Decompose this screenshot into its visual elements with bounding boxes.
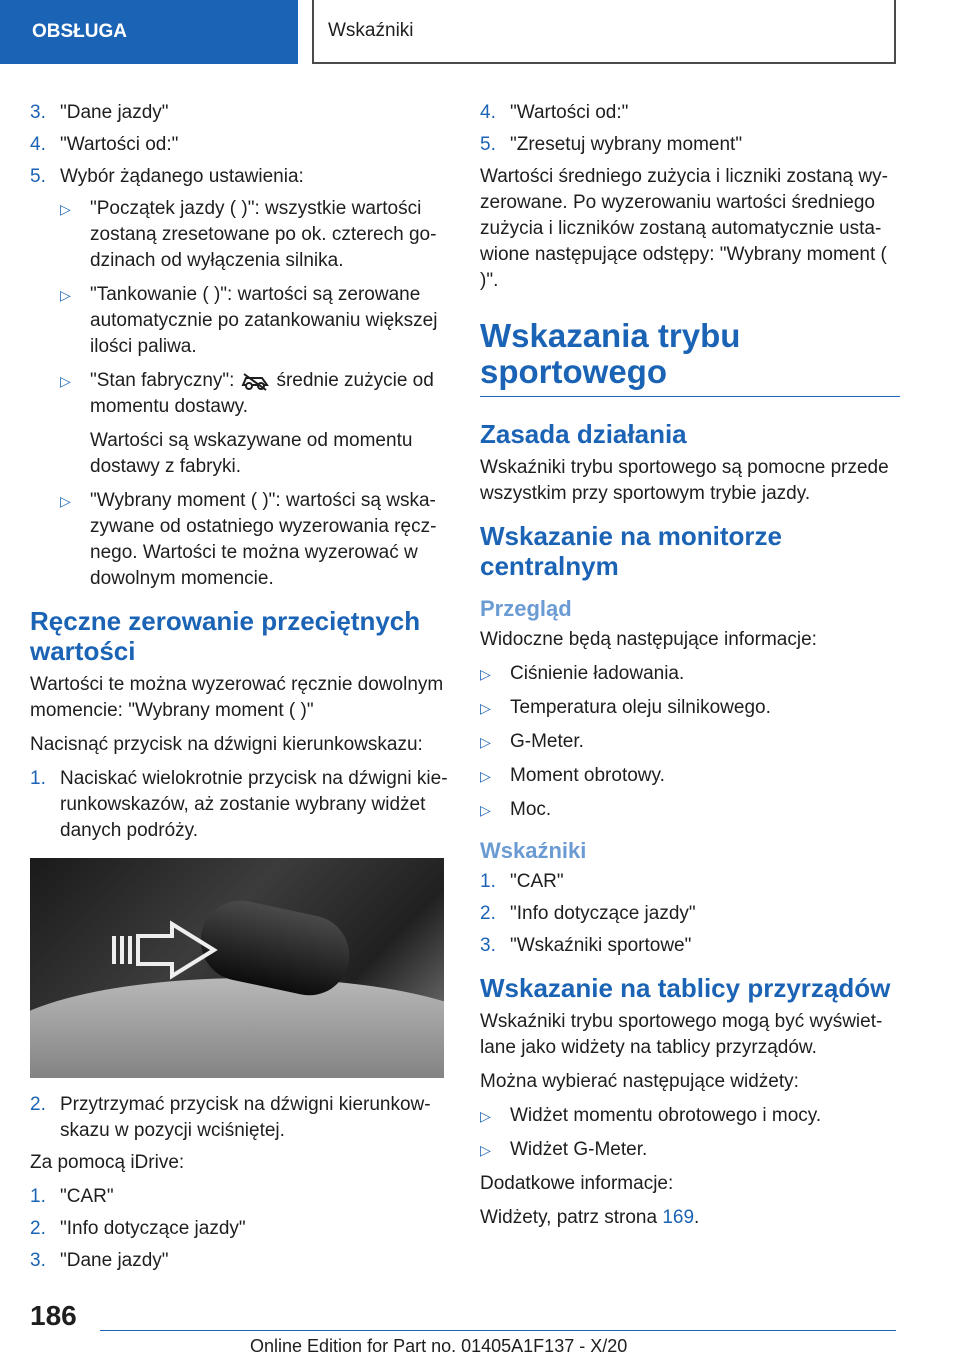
triangle-bullet-icon: ▷ (480, 734, 491, 750)
paragraph: Za pomocą iDrive: (30, 1152, 185, 1173)
page-link[interactable]: 169 (662, 1207, 695, 1228)
list-text: "Info dotyczące jazdy" (60, 1218, 246, 1239)
list-number: 2. (30, 1218, 46, 1239)
list-number: 1. (480, 871, 496, 892)
list-item (30, 1216, 450, 1242)
paragraph: Wartości średniego zużycia i liczniki zostaną wy- zerowane. Po wyzerowaniu wartości średniego zużycia i liczników zostaną automatycznie usta- wione następujące odstępy: "Wybrany moment ( )". (480, 166, 888, 291)
triangle-bullet-icon: ▷ (480, 802, 491, 818)
list-item (30, 132, 450, 158)
paragraph: Wskaźniki trybu sportowego mogą być wyświet- lane jako widżety na tablicy przyrządów. (480, 1011, 883, 1058)
list-item (480, 797, 900, 823)
subsection-heading: Wskaźniki (480, 838, 587, 863)
list-number: 1. (30, 768, 46, 789)
triangle-bullet-icon: ▷ (480, 1142, 491, 1158)
see-page-prefix: Widżety, patrz strona (480, 1207, 658, 1228)
car-icon (240, 371, 270, 391)
page-title: Wskaźniki (328, 20, 414, 41)
triangle-bullet-icon: ▷ (480, 768, 491, 784)
list-text: "CAR" (510, 871, 564, 892)
list-text: "Wskaźniki sportowe" (510, 935, 692, 956)
list-text: "Zresetuj wybrany moment" (510, 134, 743, 155)
list-item (480, 729, 900, 755)
paragraph: Wskaźniki trybu sportowego są pomocne przede wszystkim przy sportowym trybie jazdy. (480, 457, 889, 504)
list-item (30, 1092, 450, 1144)
list-text: "Dane jazdy" (60, 102, 169, 123)
list-item (480, 1137, 900, 1163)
list-text: "CAR" (60, 1186, 114, 1207)
paragraph: Nacisnąć przycisk na dźwigni kierunkowskazu: (30, 734, 423, 755)
triangle-bullet-icon: ▷ (60, 287, 71, 303)
list-item (480, 933, 900, 959)
list-text: Przytrzymać przycisk na dźwigni kierunkow- skazu w pozycji wciśniętej. (60, 1094, 431, 1141)
bullet-text: "Początek jazdy ( )": wszystkie wartości zostaną zresetowane po ok. czterech go- dzinach od wyłączenia silnika. (90, 198, 437, 271)
page-number: 186 (30, 1300, 77, 1331)
bullet-text: Temperatura oleju silnikowego. (510, 697, 771, 718)
list-item (30, 100, 450, 126)
paragraph: Dodatkowe informacje: (480, 1173, 674, 1194)
turn-signal-lever-photo (30, 858, 444, 1078)
right-column (480, 100, 900, 1239)
left-column (30, 100, 450, 1280)
sub-bullet (30, 368, 450, 420)
bullet-text: G-Meter. (510, 731, 584, 752)
bullet-text: Moment obrotowy. (510, 765, 665, 786)
arrow-icon (110, 920, 220, 980)
paragraph: Wartości te można wyzerować ręcznie dowolnym momencie: "Wybrany moment ( )" (30, 674, 444, 721)
see-page-suffix: . (694, 1207, 700, 1228)
bullet-text: Ciśnienie ładowania. (510, 663, 685, 684)
triangle-bullet-icon: ▷ (480, 700, 491, 716)
heading-rule (480, 396, 900, 397)
list-number: 1. (30, 1186, 46, 1207)
list-item (480, 763, 900, 789)
bullet-text: Moc. (510, 799, 552, 820)
section-heading: Wskazanie na tablicy przyrządów (480, 973, 891, 1003)
list-item (480, 869, 900, 895)
list-item (480, 100, 900, 126)
section-heading: Zasada działania (480, 419, 687, 449)
list-text: "Dane jazdy" (60, 1250, 169, 1271)
footer-edition: Online Edition for Part no. 01405A1F137 - X/20 (250, 1336, 628, 1356)
list-number: 4. (480, 102, 496, 123)
bullet-text: "Tankowanie ( )": wartości są zerowane automatycznie po zatankowaniu większej ilości paliwa. (90, 284, 438, 357)
triangle-bullet-icon: ▷ (60, 493, 71, 509)
section-label: OBSŁUGA (32, 21, 127, 42)
sub-bullet (30, 282, 450, 360)
list-number: 2. (30, 1094, 46, 1115)
bullet-text: "Wybrany moment ( )": wartości są wska- zywane od ostatniego wyzerowania ręcz- nego. Wartości te można wyzerować w dowolnym momencie. (90, 490, 437, 589)
subsection-heading: Przegląd (480, 596, 572, 621)
list-number: 3. (30, 102, 46, 123)
list-item (480, 132, 900, 158)
list-number: 5. (30, 166, 46, 187)
triangle-bullet-icon: ▷ (60, 373, 71, 389)
list-number: 3. (480, 935, 496, 956)
bullet-text (90, 368, 450, 420)
bullet-text: Widżet momentu obrotowego i mocy. (510, 1105, 822, 1126)
section-heading: Ręczne zerowanie przeciętnych wartości (30, 606, 421, 666)
list-item (30, 164, 450, 190)
list-text: "Info dotyczące jazdy" (510, 903, 696, 924)
list-text: Naciskać wielokrotnie przycisk na dźwigni kie- runkowskazów, aż zostanie wybrany widżet danych podróży. (60, 768, 448, 841)
list-item (30, 1184, 450, 1210)
paragraph: Widoczne będą następujące informacje: (480, 629, 817, 650)
paragraph: Można wybierać następujące widżety: (480, 1071, 799, 1092)
sub-bullet (30, 488, 450, 592)
list-item (480, 901, 900, 927)
list-item (480, 1103, 900, 1129)
chapter-heading: Wskazania trybu sportowego (480, 317, 741, 390)
list-text: "Wartości od:" (510, 102, 629, 123)
section-tab (0, 0, 298, 64)
bullet-text: Widżet G-Meter. (510, 1139, 648, 1160)
triangle-bullet-icon: ▷ (60, 201, 71, 217)
list-item (480, 661, 900, 687)
list-item (30, 1248, 450, 1274)
list-number: 3. (30, 1250, 46, 1271)
triangle-bullet-icon: ▷ (480, 1108, 491, 1124)
list-item (480, 695, 900, 721)
sub-bullet (30, 196, 450, 274)
bullet-text-after: średnie zużycie od momentu dostawy. (90, 370, 434, 417)
cross-reference (480, 1205, 900, 1231)
list-text: Wybór żądanego ustawienia: (60, 166, 304, 187)
footer-rule (100, 1330, 896, 1331)
triangle-bullet-icon: ▷ (480, 666, 491, 682)
list-text: "Wartości od:" (60, 134, 179, 155)
list-number: 4. (30, 134, 46, 155)
list-item (30, 766, 450, 844)
page-header (312, 0, 896, 64)
section-heading: Wskazanie na monitorze centralnym (480, 521, 782, 581)
list-number: 5. (480, 134, 496, 155)
bullet-text-before: "Stan fabryczny": (90, 370, 235, 391)
list-number: 2. (480, 903, 496, 924)
factory-note: Wartości są wskazywane od momentu dostawy z fabryki. (90, 430, 413, 477)
